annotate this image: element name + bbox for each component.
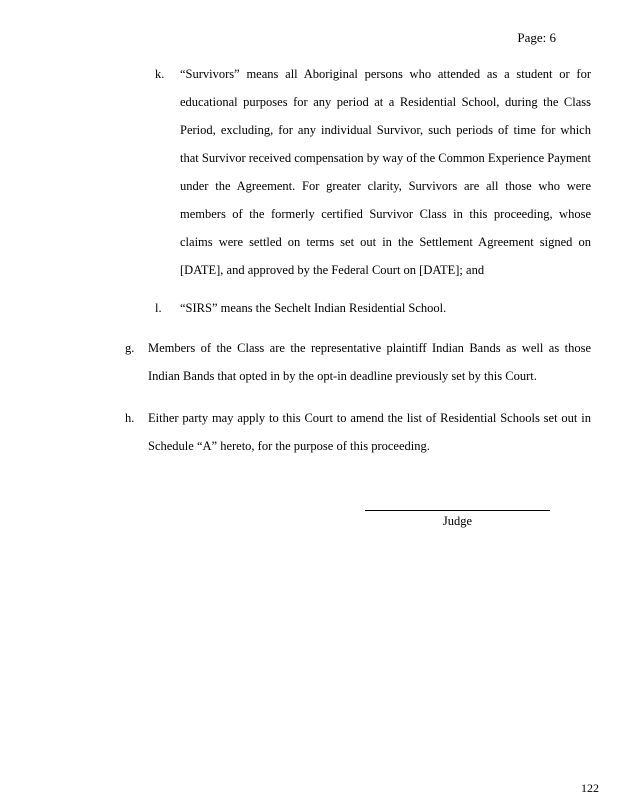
list-item-k-text: “Survivors” means all Aboriginal persons who attended as a student or for educational purposes for any period at a Residential School, during the Class Period, excluding, for any individual Survivor, such periods of time for which that Survivor received compensation by way of the Common Experience Payment under the Agreement. For greater clarity, Survivors are all those who were members of the formerly certified Survivor Class in this proceeding, whose claims were settled on terms set out in the Settlement Agreement signed on [DATE], and approved by the Federal Court on [DATE]; and — [180, 67, 591, 277]
list-item-g — [0, 334, 623, 390]
page-number: 122 — [581, 781, 599, 795]
document-body — [0, 60, 623, 529]
list-item-h — [0, 404, 623, 460]
list-item-l-text: “SIRS” means the Sechelt Indian Residential School. — [180, 301, 447, 315]
list-item-g-text: Members of the Class are the representative plaintiff Indian Bands as well as those Indian Bands that opted in by the opt-in deadline previously set by this Court. — [148, 341, 591, 383]
list-item-h-text: Either party may apply to this Court to amend the list of Residential Schools set out in Schedule “A” hereto, for the purpose of this proceeding. — [148, 411, 591, 453]
page-header-label: Page: 6 — [517, 30, 556, 45]
list-item-l — [0, 294, 623, 322]
list-item-g-marker: g. — [125, 341, 135, 355]
signature-label: Judge — [442, 514, 473, 528]
list-item-l-marker: l. — [155, 301, 162, 315]
list-item-k — [0, 60, 623, 284]
signature-area — [365, 510, 550, 529]
signature-block — [0, 510, 623, 529]
list-item-k-marker: k. — [155, 67, 165, 81]
list-item-h-marker: h. — [125, 411, 135, 425]
